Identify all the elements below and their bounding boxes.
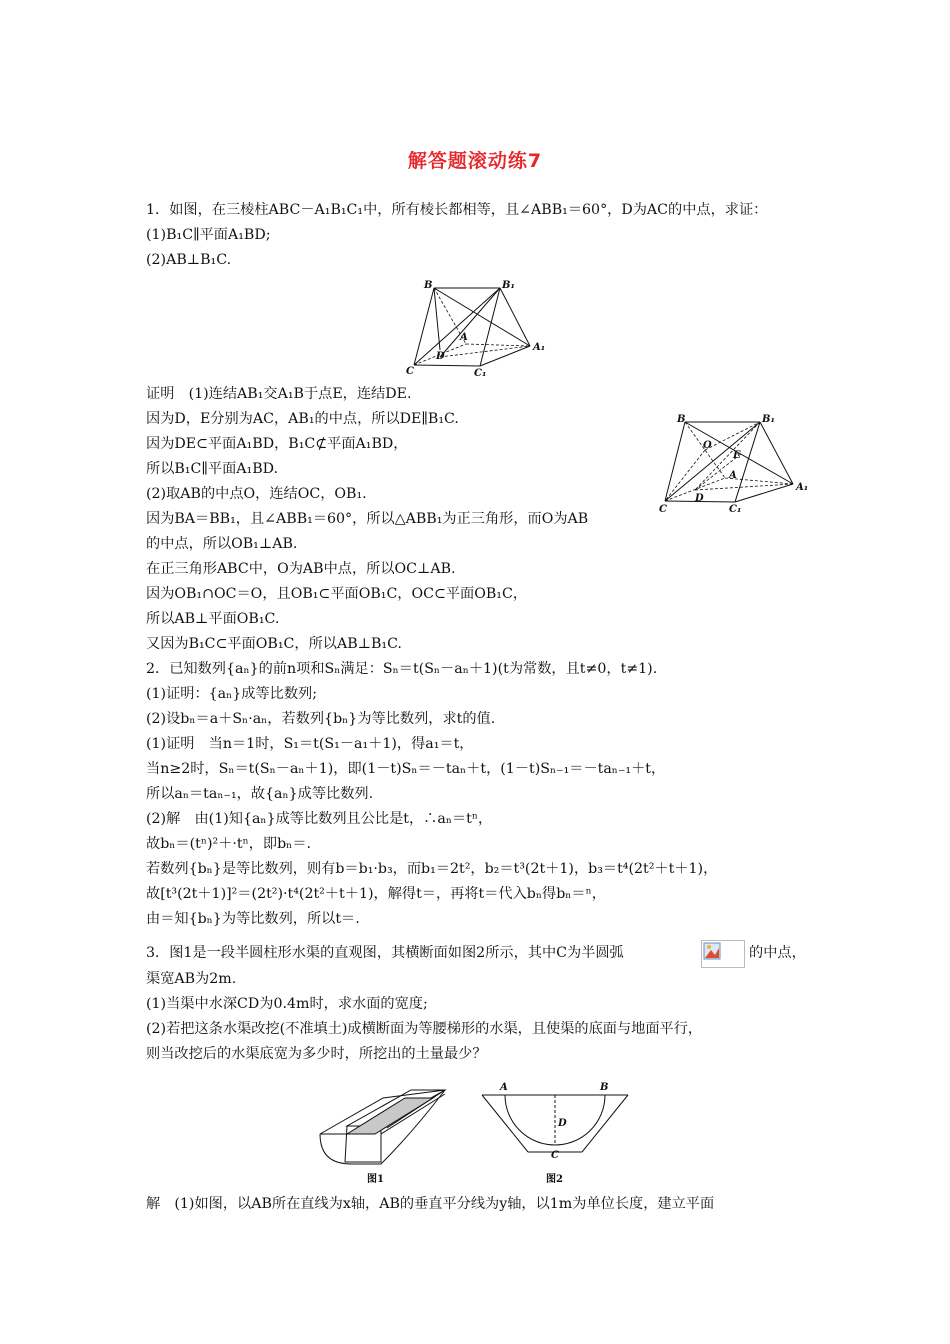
text-line: 所以B₁C∥平面A₁BD. [146, 461, 279, 477]
point-label: C [551, 1150, 559, 1161]
prism-figure-2 [655, 408, 815, 518]
text-line: (1)当渠中水深CD为0.4m时，求水面的宽度; [146, 996, 428, 1012]
point-label: A [500, 1082, 508, 1093]
text-line: (2)设bₙ＝a＋Sₙ·aₙ，若数列{bₙ}为等比数列，求t的值. [146, 711, 496, 727]
vertex-label: C₁ [474, 368, 487, 378]
vertex-label: A [729, 470, 737, 481]
text-line: 因为OB₁∩OC＝O，且OB₁⊂平面OB₁C，OC⊂平面OB₁C， [146, 586, 528, 602]
text-line: 故bₙ＝(tⁿ)²＋·tⁿ，即bₙ＝. [146, 836, 312, 852]
text-line: (2)解 由(1)知{aₙ}成等比数列且公比是t，∴aₙ＝tⁿ， [146, 811, 493, 827]
text-line: 故[t³(2t＋1)]²＝(2t²)·t⁴(2t²＋t＋1)，解得t＝，再将t＝代入bₙ得bₙ＝ⁿ， [146, 886, 606, 902]
vertex-label: D [436, 351, 445, 362]
vertex-label: C [406, 366, 414, 377]
figure-2-cross-section [480, 1078, 630, 1188]
text-line: (1)B₁C∥平面A₁BD; [146, 227, 271, 243]
text-line: 因为DE⊂平面A₁BD，B₁C⊄平面A₁BD， [146, 436, 408, 452]
vertex-label: O [703, 440, 712, 451]
text-line: 则当改挖后的水渠底宽为多少时，所挖出的土量最少？ [146, 1046, 487, 1062]
vertex-label: A [460, 332, 468, 343]
text-line: 当n≥2时，Sₙ＝t(Sₙ－aₙ＋1)，即(1－t)Sₙ＝－taₙ＋t，(1－t)Sₙ₋₁＝－taₙ₋₁＋t， [146, 761, 666, 777]
text-line: 1．如图，在三棱柱ABC－A₁B₁C₁中，所有棱长都相等，且∠ABB₁＝60°，D为AC的中点，求证： [146, 202, 768, 218]
point-label: B [600, 1082, 609, 1093]
prism-figure-1 [400, 278, 560, 378]
text-line: 渠宽AB为2m. [146, 971, 237, 987]
text-line: 因为BA＝BB₁，且∠ABB₁＝60°，所以△ABB₁为正三角形，而O为AB [146, 511, 589, 527]
text-line: 因为D，E分别为AC，AB₁的中点，所以DE∥B₁C. [146, 411, 459, 427]
text-line: 的中点， [749, 945, 806, 961]
text-line: 解 (1)如图，以AB所在直线为x轴，AB的垂直平分线为y轴，以1m为单位长度，建立平面 [146, 1196, 715, 1212]
vertex-label: B [677, 414, 686, 425]
vertex-label: B₁ [762, 414, 775, 425]
vertex-label: C₁ [729, 504, 742, 515]
vertex-label: B [424, 280, 433, 291]
figure-1-channel [315, 1076, 465, 1188]
figure-caption: 图1 [367, 1174, 384, 1185]
text-line: 在正三角形ABC中，O为AB中点，所以OC⊥AB. [146, 561, 456, 577]
text-line: 证明 (1)连结AB₁交A₁B于点E，连结DE. [146, 386, 412, 402]
text-line: 所以aₙ＝taₙ₋₁，故{aₙ}成等比数列. [146, 786, 374, 802]
vertex-label: B₁ [502, 280, 515, 291]
text-line: 所以AB⊥平面OB₁C. [146, 611, 280, 627]
page-title: 解答题滚动练7 [407, 150, 543, 172]
text-line: (1)证明 当n＝1时，S₁＝t(S₁－a₁＋1)，得a₁＝t， [146, 736, 474, 752]
figure-caption: 图2 [546, 1174, 563, 1185]
broken-image-icon [701, 940, 745, 968]
vertex-label: C [659, 504, 667, 515]
vertex-label: D [695, 493, 704, 504]
text-line: 由＝知{bₙ}为等比数列，所以t＝. [146, 911, 360, 927]
vertex-label: E [733, 450, 741, 461]
text-line: 3．图1是一段半圆柱形水渠的直观图，其横断面如图2所示，其中C为半圆弧 [146, 945, 624, 961]
text-line: (2)AB⊥B₁C. [146, 252, 232, 268]
text-line: (2)若把这条水渠改挖(不准填土)成横断面为等腰梯形的水渠，且使渠的底面与地面平行， [146, 1021, 703, 1037]
text-line: 若数列{bₙ}是等比数列，则有b＝b₁·b₃，而b₁＝2t²，b₂＝t³(2t＋1)，b₃＝t⁴(2t²＋t＋1)， [146, 861, 718, 877]
text-line: (1)证明：{aₙ}成等比数列; [146, 686, 318, 702]
point-label: D [558, 1118, 567, 1129]
vertex-label: A₁ [796, 482, 809, 493]
text-line: (2)取AB的中点O，连结OC，OB₁. [146, 486, 367, 502]
text-line: 又因为B₁C⊂平面OB₁C，所以AB⊥B₁C. [146, 636, 402, 652]
vertex-label: A₁ [533, 342, 546, 353]
text-line: 的中点，所以OB₁⊥AB. [146, 536, 298, 552]
text-line: 2．已知数列{aₙ}的前n项和Sₙ满足：Sₙ＝t(Sₙ－aₙ＋1)(t为常数，且t≠0，t≠1). [146, 661, 658, 677]
